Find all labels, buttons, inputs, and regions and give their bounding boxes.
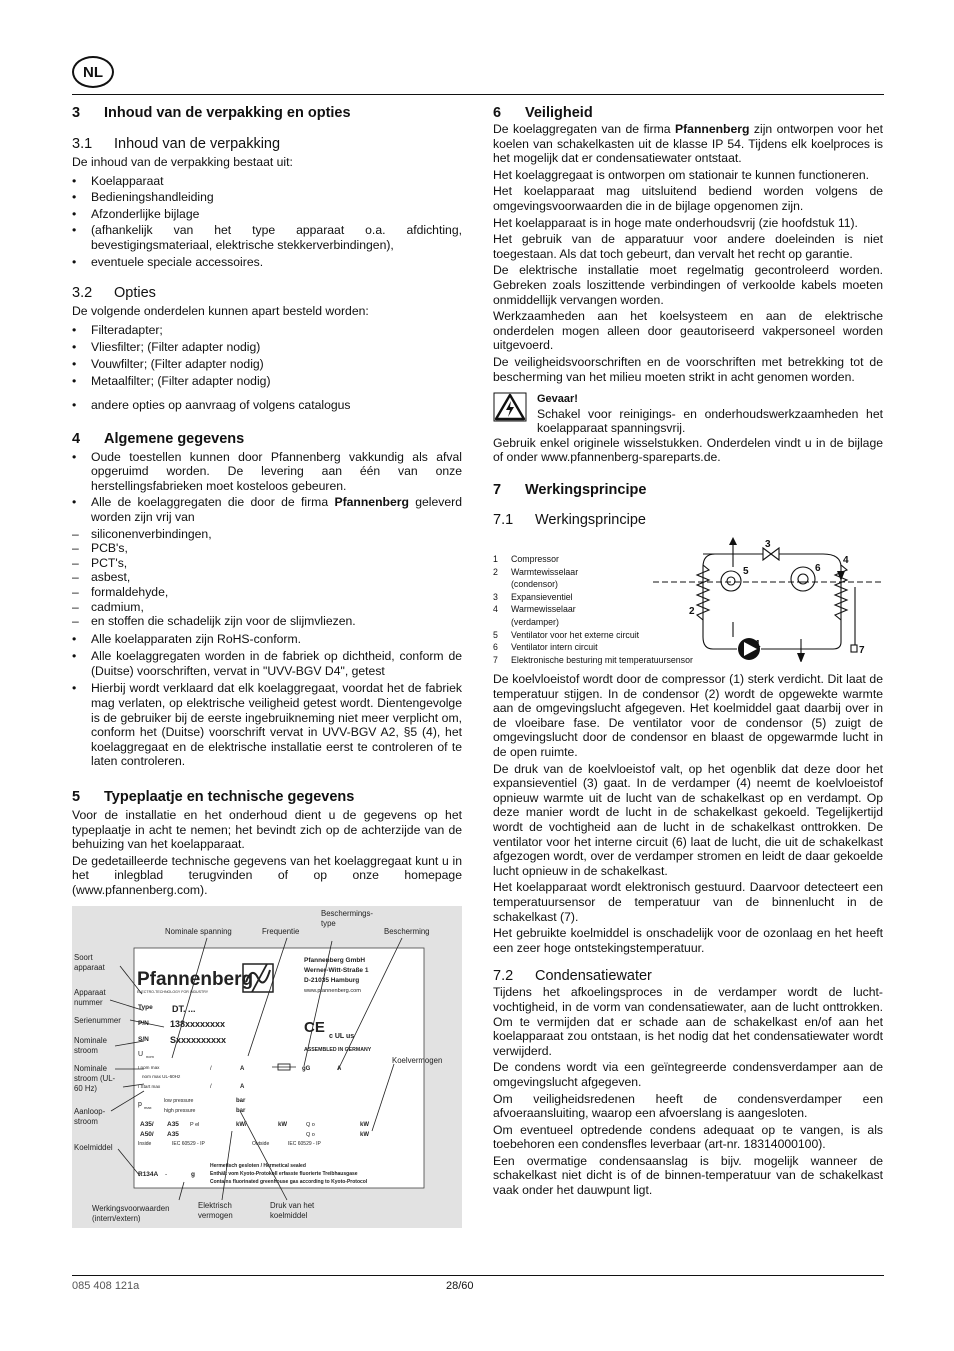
list-item: • Metaalfilter; (Filter adapter nodig): [72, 373, 271, 388]
list-item: • eventuele speciale accessoires.: [72, 255, 264, 270]
svg-text:/: /: [210, 1066, 212, 1072]
diagram-number-7: 7: [859, 645, 865, 657]
diagram-number-5: 5: [743, 566, 749, 578]
legend-item: 7 Elektronische besturing mit temperatuursensor: [493, 654, 693, 665]
svg-text:DT. ...: DT. ...: [172, 1004, 196, 1014]
safety-p4: Het koelapparaat is in hoge mate onderhoudsvrij (zie hoofdstuk 11).: [493, 215, 858, 230]
list-item: – PCT's,: [72, 555, 128, 570]
svg-text:p: p: [138, 1101, 142, 1108]
svg-text:gG: gG: [302, 1066, 311, 1072]
diagram-number-1: 1: [755, 639, 761, 651]
svg-text:g: g: [191, 1171, 195, 1178]
diagram-number-6: 6: [815, 563, 821, 575]
svg-text:kW: kW: [278, 1122, 287, 1128]
general-list: [72, 450, 462, 769]
label-starting-current: Aanloop-stroom: [74, 1107, 106, 1126]
language-badge: [72, 56, 114, 88]
svg-text:www.pfannenberg.com: www.pfannenberg.com: [304, 988, 361, 994]
svg-text:A: A: [337, 1066, 342, 1072]
label-nominal-current: Nominale stroom: [74, 1036, 107, 1055]
electric-hazard-icon: [493, 392, 527, 422]
svg-text:A: A: [240, 1084, 245, 1090]
svg-text:IEC 60529 - IP: IEC 60529 - IP: [288, 1141, 321, 1147]
svg-text:P el: P el: [190, 1122, 200, 1128]
legend-item: 6 Ventilator intern circuit: [493, 642, 598, 653]
svg-text:high pressure: high pressure: [164, 1108, 196, 1114]
safety-p6: De elektrische installatie moet regelmatig gecontroleerd worden. Gebreken zoals loszittende verbindingen of verkoolde kabels moeten onmiddellijk vervangen worden.: [493, 263, 883, 307]
warning-title: Gevaar!: [537, 393, 578, 406]
principle-p1: De koelvloeistof wordt door de compressor (1) sterk verdicht. Dit laat de temperatuur stijgen. In de condensor (2) wordt de opgewekte warmte aan de omgevingslucht afgegeven. Het koelmiddel gaat daarbij over in de vloeibare fase. De ventilator voor de condensor (5) zuigt de omgevingslucht door de condensor en blaast de opgewarmde lucht in de open ruimte.: [493, 672, 883, 760]
legend-item: 5 Ventilator voor het externe circuit: [493, 629, 640, 640]
legend-item: 4 Warmewisselaar: [493, 604, 576, 615]
principle-p3: Het koelapparaat wordt elektronisch gestuurd. Daarvoor detecteert een temperatuursensor de temperatuur van de binnenlucht in de schakelkast (7).: [493, 880, 883, 924]
packaging-list: [72, 173, 462, 271]
svg-text:nom: nom: [146, 1054, 154, 1059]
pipe-left: [703, 554, 737, 649]
footer-rule: [72, 1275, 884, 1276]
section-3-2-heading: 3.2 Opties: [72, 284, 156, 301]
language-code: NL: [83, 63, 103, 81]
svg-text:Contains fluorinated greenhous: Contains fluorinated greenhouse gas according to Kyoto-Protocol: [210, 1179, 368, 1185]
brand-tagline: ELECTRO-TECHNOLOGY FOR INDUSTRY: [137, 990, 209, 994]
list-item: • (afhankelijk van het type apparaat o.a. afdichting, bevestigingsmateriaal, elektrische stekkerverbindingen),: [72, 222, 462, 252]
svg-text:Type: Type: [138, 1004, 153, 1011]
safety-p5: Het gebruik van de apparatuur voor andere doeleinden is niet toegestaan. Als dat toch gebeurt, dan vervalt het recht op garantie.: [493, 232, 883, 261]
packaging-intro: De inhoud van de verpakking bestaat uit:: [72, 155, 293, 169]
safety-p7: Werkzaamheden aan het koelsysteem en aan de elektrische onderdelen mogen alleen door geautoriseerd vakpersoneel worden uitgevoerd.: [493, 309, 883, 353]
label-protection: Bescherming: [384, 927, 430, 936]
diagram-number-2: 2: [689, 606, 695, 618]
svg-text:Outside: Outside: [252, 1141, 270, 1147]
ul-mark: c UL us: [329, 1033, 355, 1040]
temperature-sensor-icon: [851, 645, 857, 652]
refrigeration-cycle-diagram: [653, 537, 883, 662]
list-item: – formaldehyde,: [72, 584, 169, 599]
label-serial-number: Serienummer: [74, 1016, 121, 1025]
svg-text:138xxxxxxxx: 138xxxxxxxx: [170, 1019, 226, 1029]
svg-text:-: -: [165, 1171, 168, 1178]
list-item: – cadmium,: [72, 599, 144, 614]
left-column: [72, 104, 462, 898]
svg-text:Enthält vom Kyoto-Protokoll er: Enthält vom Kyoto-Protokoll erfasste fluorierte Treibhausgase: [210, 1171, 358, 1177]
svg-text:IEC 60529 - IP: IEC 60529 - IP: [172, 1141, 205, 1147]
svg-text:U: U: [138, 1051, 144, 1058]
svg-text:/: /: [210, 1084, 212, 1090]
list-item: – en stoffen die schadelijk zijn voor de slijmvliezen.: [72, 614, 356, 629]
list-item: – PCB's,: [72, 541, 128, 556]
svg-text:Inside: Inside: [138, 1141, 152, 1147]
svg-text:Werner-Witt-Straße 1: Werner-Witt-Straße 1: [304, 967, 369, 974]
section-3-heading: 3 Inhoud van de verpakking en opties: [72, 105, 351, 121]
safety-p2: Het koelaggregaat is ontworpen om stationair te kunnen functioneren.: [493, 167, 870, 182]
label-electrical-power: Elektrisch vermogen: [198, 1201, 233, 1220]
label-device-type: Soort apparaat: [74, 953, 105, 972]
working-principle-figure: [493, 537, 883, 667]
svg-text:Q o: Q o: [306, 1122, 315, 1128]
safety-p8: De veiligheidsvoorschriften en de voorschriften met betrekking tot de bescherming van het milieu moeten strikt in acht genomen worden.: [493, 354, 883, 384]
legend-item: 3 Expansieventiel: [493, 591, 573, 602]
options-intro: De volgende onderdelen kunnen apart besteld worden:: [72, 303, 369, 318]
svg-text:max: max: [144, 1105, 152, 1110]
legend-item: (condensor): [511, 579, 558, 590]
section-7-1-heading: 7.1 Werkingsprincipe: [493, 512, 646, 529]
list-item: • Alle de koelaggregaten die door de firma Pfannenberg geleverd worden zijn vrij van: [72, 495, 463, 524]
list-item: • Bedieningshandleiding: [72, 190, 214, 205]
diagram-number-3: 3: [765, 539, 771, 551]
list-item: • andere opties op aanvraag of volgens catalogus: [72, 397, 351, 412]
svg-text:Hermetisch gesloten / Hermetic: Hermetisch gesloten / Hermetical sealed: [210, 1163, 306, 1169]
svg-text:A35/: A35/: [140, 1121, 154, 1128]
section-7-heading: 7 Werkingsprincipe: [493, 482, 647, 499]
page-number: 28/60: [446, 1280, 474, 1292]
svg-text:Pfannenberg GmbH: Pfannenberg GmbH: [304, 957, 366, 964]
section-4-heading: 4 Algemene gegevens: [72, 430, 245, 447]
svg-text:kW: kW: [360, 1132, 369, 1138]
condensate-p1: Tijdens het afkoelingsproces in de verdamper wordt de lucht-vochtigheid, in de vorm van condensatiewater, aan de lucht onttrokken. Om te vermijden dat er schade aan de schakelkast en/of aan het koelapparaat zou ontstaan, is het nodig dat het condensatiewater wordt verwijderd.: [493, 985, 883, 1058]
svg-text:S/N: S/N: [138, 1036, 149, 1043]
svg-text:bar: bar: [236, 1108, 246, 1114]
svg-text:I Start max: I Start max: [138, 1084, 161, 1089]
list-item: • Alle koelaggregaten worden in de fabriek op dichtheid, conform de (Duitse) voorschriften, vervat in "UVV-BGV D4", getest: [72, 649, 462, 678]
legend-item: 2 Warmtewisselaar: [493, 566, 579, 577]
label-operating-conditions: Werkingsvoorwaarden (intern/extern): [92, 1204, 170, 1223]
list-item: • Afzonderlijke bijlage: [72, 207, 200, 222]
section-7-2-heading: 7.2 Condensatiewater: [493, 968, 652, 985]
list-item: • Hierbij wordt verklaard dat elk koelaggregaat, voordat het de fabriek mag verlaten, op elektrische veiligheid getest wordt. Dientengevolge is de gebruiker bij de eerste ingebruikneming niet meer verplicht om, conform het (Duitse) voorschrift vervat in UVV-BGV A2, §5 (4), het koelaggregaat en de elektrische installatie eerst te controleren of te laten controleren.: [72, 681, 462, 769]
svg-text:A35: A35: [167, 1121, 179, 1128]
svg-text:D-21035 Hamburg: D-21035 Hamburg: [304, 977, 360, 984]
svg-text:P/N: P/N: [138, 1020, 149, 1027]
label-device-number: Apparaat nummer: [74, 988, 106, 1007]
safety-p9: Gebruik enkel originele wisselstukken. Onderdelen vindt u in de bijlage of onder www.pfannenberg-spareparts.de.: [493, 435, 883, 465]
label-protection-type: Beschermings-type: [321, 909, 373, 928]
section-3-1-heading: 3.1 Inhoud van de verpakking: [72, 136, 281, 152]
technical-data-paragraph: De gedetailleerde technische gegevens van het koelaggregaat kunt u in het inlegblad terugvinden of op onze homepage (www.pfannenberg.com).: [72, 853, 462, 897]
list-item: • Vouwfilter; (Filter adapter nodig): [72, 356, 264, 371]
label-frequency: Frequentie: [262, 927, 300, 936]
section-5-heading: 5 Typeplaatje en technische gegevens: [72, 789, 355, 806]
header-rule: [72, 94, 884, 95]
principle-p2: De druk van de koelvloeistof valt, op het ogenblik dat deze door het expansieventiel (3) gaat. In de verdamper (4) neemt de koelvloeistof opnieuw warmte uit de lucht van de schakelkast op en verdampt. Op deze manier wordt de lucht in de schakelkast gekoeld. Tegelijkertijd wordt de vochtigheid aan de lucht in de schakelkast onttrokken. De ventilator voor het interne circuit (6) laat de lucht, die uit de schakelkast afgezogen wordt, over de verdamper stromen en leidt de daar gekoelde lucht opnieuw in de schakelkast.: [493, 761, 883, 878]
options-list: [72, 322, 462, 414]
svg-text:ASSEMBLED IN GERMANY: ASSEMBLED IN GERMANY: [304, 1047, 372, 1053]
list-item: • Koelapparaat: [72, 173, 164, 188]
brand-name: Pfannenberg: [137, 969, 254, 990]
label-refrigerant-pressure: Druk van het koelmiddel: [270, 1201, 315, 1220]
label-nominal-voltage: Nominale spanning: [165, 927, 232, 936]
condensate-p3: Om veiligheidsredenen heeft de condensverdamper een afvoeraansluiting, waarop een afvoerslang is aangesloten.: [493, 1091, 883, 1121]
svg-text:I nom max: I nom max: [138, 1065, 160, 1070]
svg-text:low pressure: low pressure: [164, 1098, 194, 1104]
label-cooling-capacity: Koelvermogen: [392, 1056, 443, 1065]
ce-mark: CE: [304, 1019, 325, 1036]
fan-internal-icon: [791, 567, 815, 591]
label-nominal-current-ul: Nominale stroom (UL-60 Hz): [74, 1064, 116, 1093]
svg-text:A35: A35: [167, 1131, 179, 1138]
danger-warning: [493, 392, 883, 436]
condensate-p2: De condens wordt via een geïntegreerde condensverdamper aan de omgevingslucht afgegeven.: [493, 1060, 883, 1089]
svg-text:R134A: R134A: [138, 1171, 159, 1178]
principle-p4: Het gebruikte koelmiddel is onschadelijk voor de ozonlaag en het heeft een zeer hoge ontstekingstemperatuur.: [493, 926, 883, 955]
label-refrigerant: Koelmiddel: [74, 1143, 113, 1152]
typeplate-paragraph: Voor de installatie en het onderhoud dient u de gegevens op het typeplaatje in acht te nemen; het bevindt zich op de achterzijde van de behuizing van het koelapparaat.: [72, 808, 462, 852]
svg-text:bar: bar: [236, 1098, 246, 1104]
condensate-p4: Om eventueel optredende condens adequaat op te vangen, is als toebehoren een condensfles leverbaar (art-nr. 18314000100).: [493, 1122, 883, 1152]
list-item: – asbest,: [72, 570, 131, 585]
right-column: [493, 104, 883, 1198]
safety-p3: Het koelapparaat mag uitsluitend bediend worden volgens de omgevingsvoorwaarden die in de bijlage opgenomen zijn.: [493, 184, 883, 213]
condensate-p5: Een overmatige condensaanslag is bijv. mogelijk wanneer de schakelkast niet dicht is of de binnen-temperatuur van de schakelkast vaak onder het dauwpunt ligt.: [493, 1153, 883, 1198]
svg-text:nom max UL-60Hz: nom max UL-60Hz: [142, 1074, 181, 1079]
typeplate-figure: [72, 906, 462, 1228]
diagram-number-4: 4: [843, 555, 849, 567]
section-6-heading: 6 Veiligheid: [493, 105, 593, 121]
list-item: – siliconenverbindingen,: [72, 526, 212, 541]
svg-text:Sxxxxxxxxxx: Sxxxxxxxxxx: [170, 1035, 227, 1045]
document-number: 085 408 121a: [72, 1280, 140, 1292]
svg-text:Q o: Q o: [306, 1132, 315, 1138]
safety-p1: De koelaggregaten van de firma Pfannenberg zijn ontworpen voor het koelen van schakelkasten uit de klasse IP 54. Tijdens elk koelproces is het mogelijk dat er condensatiewater ontstaat.: [493, 122, 883, 166]
svg-text:A: A: [240, 1066, 245, 1072]
svg-text:kW: kW: [360, 1122, 369, 1128]
legend-item: 1 Compressor: [493, 554, 559, 565]
pipe-right: [761, 554, 841, 649]
warning-text: Schakel voor reinigings- en onderhoudswerkzaamheden het koelapparaat spanningsvrij.: [537, 406, 883, 436]
list-item: • Filteradapter;: [72, 322, 163, 337]
fan-external-icon: [721, 571, 741, 591]
list-item: • Alle koelapparaten zijn RoHS-conform.: [72, 631, 301, 646]
list-item: • Vliesfilter; (Filter adapter nodig): [72, 339, 261, 354]
legend-item: (verdamper): [511, 617, 559, 628]
svg-text:A50/: A50/: [140, 1131, 154, 1138]
list-item: • Oude toestellen kunnen door Pfannenberg vakkundig als afval opgeruimd worden. De levering aan één van onze herstellingsfabrieken moet kosteloos gebeuren.: [72, 449, 462, 493]
svg-text:kW/: kW/: [236, 1122, 247, 1128]
